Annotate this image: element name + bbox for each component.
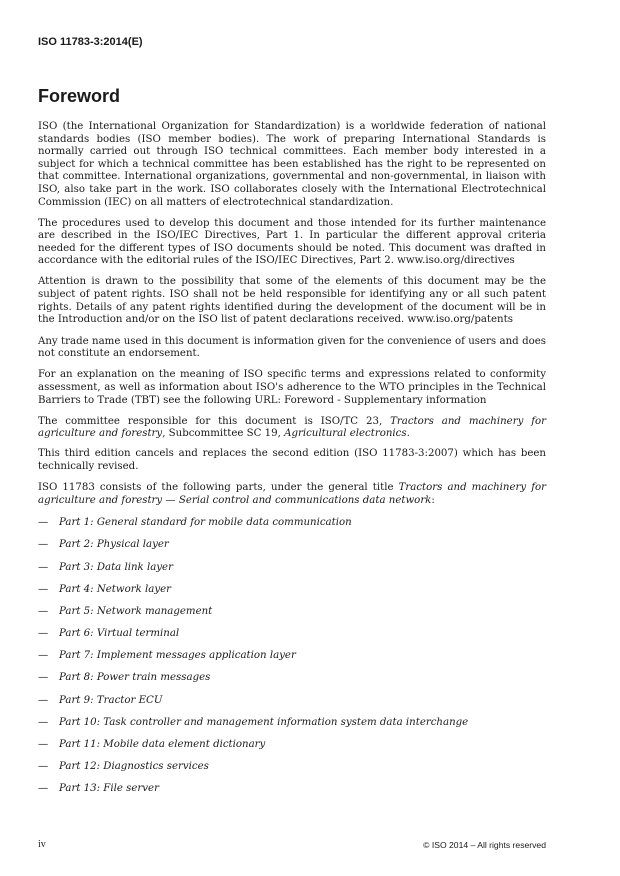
paragraph-procedures: The procedures used to develop this document and those intended for its further maintenance are described in the ISO/IEC Directives, Part 1. In particular the different approval criteria needed for the different types of ISO documents should be noted. This document was drafted in accordance with the editorial rules of the ISO/IEC Directives, Part 2. www.iso.org/directives — [38, 217, 546, 267]
list-item — [38, 672, 546, 694]
part-title: Part 11: Mobile data element dictionary — [59, 739, 266, 751]
paragraph-patent-rights: Attention is drawn to the possibility that some of the elements of this document may be the subject of patent rights. ISO shall not be held responsible for identifying any or all such patent rights. Details of any patent rights identified during the development of the document will be in the Introduction and/or on the ISO list of patent declarations received. www.iso.org/patents — [38, 276, 546, 326]
list-item — [38, 517, 546, 539]
committee-middle: , Subcommittee SC 19, — [162, 428, 285, 440]
committee-suffix: . — [406, 428, 410, 440]
parts-intro-prefix: ISO 11783 consists of the following parts, under the general title — [38, 481, 399, 493]
part-title: Part 8: Power train messages — [59, 672, 211, 684]
list-item — [38, 783, 546, 805]
document-identifier: ISO 11783-3:2014(E) — [38, 36, 143, 48]
copyright-notice: © ISO 2014 – All rights reserved — [423, 840, 546, 850]
list-item — [38, 562, 546, 584]
part-title: Part 9: Tractor ECU — [59, 694, 163, 706]
paragraph-trade-name: Any trade name used in this document is information given for the convenience of users and does not constitute an endorsement. — [38, 335, 546, 360]
list-dash: — — [38, 628, 49, 640]
list-dash: — — [38, 605, 49, 617]
list-dash: — — [38, 583, 49, 595]
part-title: Part 2: Physical layer — [59, 539, 169, 551]
list-item — [38, 761, 546, 783]
foreword-body — [38, 121, 546, 806]
part-title: Part 10: Task controller and management information system data interchange — [59, 716, 469, 728]
list-item — [38, 539, 546, 561]
paragraph-iso-intro: ISO (the International Organization for Standardization) is a worldwide federation of national standards bodies (ISO member bodies). The work of preparing International Standards is normally carried out through ISO technical committees. Each member body interested in a subject for which a technical committee has been established has the right to be represented on that committee. International organizations, governmental and non-governmental, in liaison with ISO, also take part in the work. ISO collaborates closely with the International Electrotechnical Commission (IEC) on all matters of electrotechnical standardization. — [38, 121, 546, 208]
list-dash: — — [38, 761, 49, 773]
list-dash: — — [38, 672, 49, 684]
part-title: Part 13: File server — [59, 783, 159, 795]
list-dash: — — [38, 694, 49, 706]
list-dash: — — [38, 539, 49, 551]
page-title: Foreword — [38, 86, 121, 106]
part-title: Part 1: General standard for mobile data communication — [59, 517, 352, 529]
paragraph-conformity: For an explanation on the meaning of ISO specific terms and expressions related to conformity assessment, as well as information about ISO's adherence to the WTO principles in the Technical Barriers to Trade (TBT) see the following URL: Foreword - Supplementary information — [38, 369, 546, 406]
list-item — [38, 650, 546, 672]
list-dash: — — [38, 716, 49, 728]
list-item — [38, 606, 546, 628]
committee-sc-title: Agricultural electronics — [284, 428, 407, 440]
part-title: Part 7: Implement messages application layer — [59, 650, 296, 662]
list-item — [38, 584, 546, 606]
list-item — [38, 695, 546, 717]
parts-intro-suffix: : — [431, 494, 435, 506]
part-title: Part 5: Network management — [59, 605, 213, 617]
page-number: iv — [38, 839, 46, 850]
list-dash: — — [38, 739, 49, 751]
paragraph-edition-note: This third edition cancels and replaces the second edition (ISO 11783-3:2007) which has been technically revised. — [38, 448, 546, 472]
list-dash: — — [38, 650, 49, 662]
part-title: Part 12: Diagnostics services — [59, 761, 209, 773]
part-title: Part 4: Network layer — [59, 583, 171, 595]
parts-list — [38, 517, 546, 805]
list-dash: — — [38, 561, 49, 573]
list-dash: — — [38, 517, 49, 529]
list-dash: — — [38, 783, 49, 795]
list-item — [38, 628, 546, 650]
paragraph-parts-intro — [38, 482, 546, 507]
committee-tc-title: Tractors and machinery for agriculture and forestry — [38, 415, 547, 440]
committee-prefix: The committee responsible for this document is ISO/TC 23, — [38, 415, 391, 427]
part-title: Part 3: Data link layer — [59, 561, 173, 573]
list-item — [38, 739, 546, 761]
part-title: Part 6: Virtual terminal — [59, 628, 180, 640]
list-item — [38, 717, 546, 739]
parts-general-title: Tractors and machinery for agriculture and forestry — Serial control and communications data network — [38, 481, 547, 506]
paragraph-committee — [38, 416, 546, 441]
